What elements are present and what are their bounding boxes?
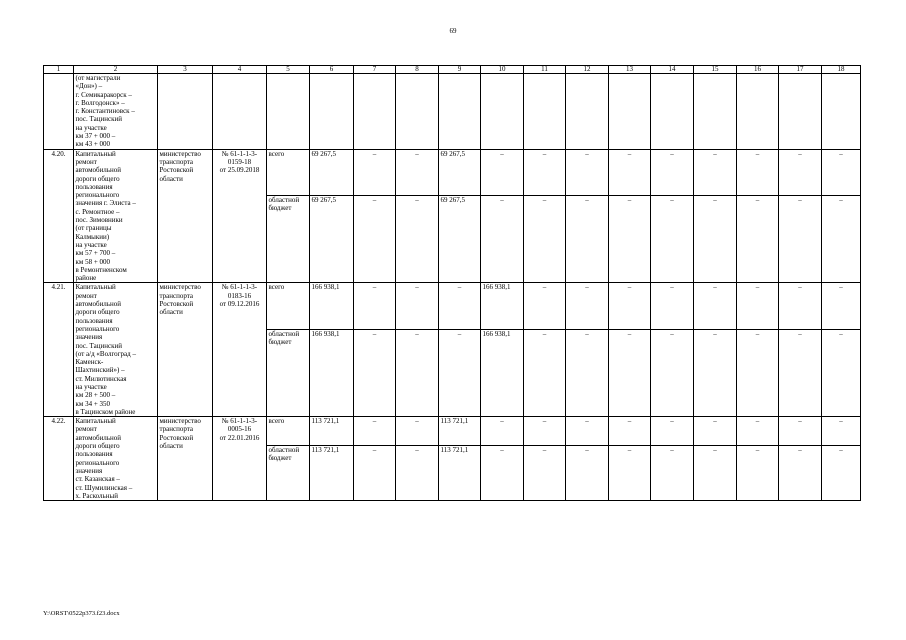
amount-cell: 69 267,5: [310, 195, 354, 283]
amount-cell: 113 721,1: [439, 417, 481, 446]
amount-cell: –: [609, 446, 651, 501]
description-line: пользования: [75, 450, 113, 459]
description-line: км 34 + 350: [75, 399, 111, 408]
column-number: 14: [651, 66, 694, 74]
amount-cell: –: [651, 446, 694, 501]
document-line: 0159-18: [227, 157, 252, 166]
funding-source-line: бюджет: [268, 337, 292, 346]
organization-line: Ростовской: [159, 300, 194, 309]
amount-cell: –: [779, 329, 822, 417]
amount-cell: –: [609, 329, 651, 417]
document-reference: [213, 283, 267, 417]
amount-cell: –: [354, 283, 396, 329]
amount-cell: 113 721,1: [310, 417, 354, 446]
description-line: значения: [75, 466, 103, 475]
description-line: автомобильной: [75, 166, 121, 175]
amount-cell: 69 267,5: [310, 149, 354, 195]
amount-cell: 166 938,1: [481, 283, 524, 329]
amount-cell: –: [651, 329, 694, 417]
description-line: Калмыкии): [75, 232, 110, 241]
amount-cell: –: [566, 149, 609, 195]
column-number: 15: [694, 66, 737, 74]
description-line: Капитальный: [75, 417, 116, 426]
amount-cell: –: [396, 329, 439, 417]
table-cell: [609, 74, 651, 150]
amount-cell: –: [779, 446, 822, 501]
document-line: от 09.12.2016: [219, 300, 260, 309]
amount-cell: –: [737, 329, 779, 417]
column-number: 11: [524, 66, 566, 74]
organization-line: транспорта: [159, 157, 194, 166]
description-line: Капитальный: [75, 283, 116, 292]
organization: [158, 417, 213, 501]
amount-cell: –: [439, 329, 481, 417]
organization-line: Ростовской: [159, 166, 194, 175]
amount-cell: –: [566, 417, 609, 446]
document-line: от 25.09.2018: [219, 166, 260, 175]
table-row: [44, 417, 861, 446]
description-line: пос. Зимовники: [75, 216, 123, 225]
description-line: пользования: [75, 182, 113, 191]
column-number: 7: [354, 66, 396, 74]
description-line: км 57 + 700 –: [75, 249, 116, 258]
description-line: значения г. Элиста –: [75, 199, 136, 208]
column-number: 13: [609, 66, 651, 74]
funding-source: [267, 329, 310, 417]
description-line: (от границы: [75, 224, 112, 233]
description-line: пользования: [75, 316, 113, 325]
document-line: 0183-16: [227, 291, 252, 300]
amount-cell: 69 267,5: [439, 195, 481, 283]
column-number: 5: [267, 66, 310, 74]
column-number: 3: [158, 66, 213, 74]
amount-cell: –: [609, 195, 651, 283]
amount-cell: –: [822, 283, 861, 329]
description-line: г. Волгодонск» –: [75, 98, 125, 107]
amount-cell: –: [822, 446, 861, 501]
amount-cell: –: [822, 329, 861, 417]
amount-cell: –: [694, 329, 737, 417]
description-line: ремонт: [75, 291, 97, 300]
description-line: х. Раскольный: [75, 491, 118, 500]
amount-cell: –: [481, 417, 524, 446]
page-number: 69: [449, 27, 457, 35]
description-line: «Дон») –: [75, 82, 103, 91]
document-line: 0005-16: [227, 425, 252, 434]
table-cell: [524, 74, 566, 150]
amount-cell: –: [822, 149, 861, 195]
table-cell: [310, 74, 354, 150]
description-line: ст. Казанская –: [75, 475, 120, 484]
table-cell: [158, 74, 213, 150]
description-line: ремонт: [75, 425, 97, 434]
amount-cell: –: [439, 283, 481, 329]
organization-line: министерство: [159, 283, 201, 292]
table-cell: [44, 74, 74, 150]
description-line: км 58 + 000: [75, 257, 111, 266]
column-number: 6: [310, 66, 354, 74]
row-number: 4.20.: [44, 149, 74, 283]
table-row: [44, 149, 861, 195]
file-path-footer: Y:\ORST\0522p373.f23.docx: [43, 610, 120, 617]
column-number: 9: [439, 66, 481, 74]
amount-cell: –: [396, 149, 439, 195]
table-row: [44, 283, 861, 329]
amount-cell: –: [737, 446, 779, 501]
description-line: г. Константиновск –: [75, 107, 135, 116]
amount-cell: –: [396, 417, 439, 446]
table-cell: [694, 74, 737, 150]
amount-cell: –: [779, 149, 822, 195]
funding-source: всего: [267, 149, 310, 195]
amount-cell: 166 938,1: [310, 283, 354, 329]
description-line: Шахтинский») –: [75, 366, 125, 375]
document-line: № 61-1-1-3-: [221, 417, 258, 426]
funding-source-line: областной: [268, 195, 300, 204]
column-number: 10: [481, 66, 524, 74]
description-line: км 37 + 000 –: [75, 132, 116, 141]
amount-cell: –: [354, 195, 396, 283]
object-description: [74, 283, 158, 417]
amount-cell: –: [651, 195, 694, 283]
continuation-row: [44, 74, 861, 150]
description-line: с. Ремонтное –: [75, 207, 120, 216]
description-line: регионального: [75, 324, 120, 333]
document-reference: [213, 149, 267, 283]
description-line: на участке: [75, 382, 107, 391]
amount-cell: –: [822, 195, 861, 283]
amount-cell: –: [354, 417, 396, 446]
description-line: дороги общего: [75, 174, 120, 183]
description-line: значения: [75, 333, 103, 342]
column-number: 4: [213, 66, 267, 74]
organization-line: транспорта: [159, 425, 194, 434]
description-line: районе: [75, 274, 97, 283]
amount-cell: –: [737, 149, 779, 195]
amount-cell: –: [566, 195, 609, 283]
description-line: (от магистрали: [75, 74, 121, 82]
description-line: регионального: [75, 458, 120, 467]
table-cell: [737, 74, 779, 150]
description-line: (от а/д «Волгоград –: [75, 349, 136, 358]
amount-cell: –: [694, 417, 737, 446]
funding-source-line: бюджет: [268, 454, 292, 463]
column-number: 2: [74, 66, 158, 74]
description-line: ремонт: [75, 157, 97, 166]
description-line: автомобильной: [75, 433, 121, 442]
description-line: Капитальный: [75, 149, 116, 158]
amount-cell: 166 938,1: [310, 329, 354, 417]
description-line: пос. Тацинский: [75, 341, 122, 350]
amount-cell: –: [354, 149, 396, 195]
organization-line: Ростовской: [159, 433, 194, 442]
amount-cell: –: [609, 417, 651, 446]
table-cell: [779, 74, 822, 150]
description-line: ст. Шумилинская –: [75, 483, 133, 492]
organization-line: министерство: [159, 149, 201, 158]
description-line: км 43 + 000: [75, 140, 111, 149]
table-body: [44, 66, 861, 501]
description-line: пос. Тацинский: [75, 115, 122, 124]
table-cell: [267, 74, 310, 150]
document-line: № 61-1-1-3-: [221, 149, 258, 158]
amount-cell: 113 721,1: [310, 446, 354, 501]
organization-line: транспорта: [159, 291, 194, 300]
amount-cell: –: [524, 283, 566, 329]
funding-source: всего: [267, 283, 310, 329]
description-line: ст. Милютинская: [75, 374, 127, 383]
amount-cell: –: [694, 283, 737, 329]
amount-cell: –: [737, 417, 779, 446]
organization-line: области: [159, 308, 183, 317]
table-cell: [566, 74, 609, 150]
amount-cell: –: [822, 417, 861, 446]
amount-cell: –: [651, 149, 694, 195]
description-line: г. Семикаракорск –: [75, 90, 132, 99]
amount-cell: –: [481, 446, 524, 501]
description-line: дороги общего: [75, 442, 120, 451]
organization-line: области: [159, 442, 183, 451]
document-line: № 61-1-1-3-: [221, 283, 258, 292]
funding-source-line: бюджет: [268, 204, 292, 213]
organization: [158, 149, 213, 283]
amount-cell: –: [524, 195, 566, 283]
document-line: от 22.01.2016: [219, 433, 260, 442]
amount-cell: –: [524, 446, 566, 501]
column-number-row: [44, 66, 861, 74]
funding-source: [267, 195, 310, 283]
amount-cell: –: [651, 417, 694, 446]
funding-source-line: областной: [268, 446, 300, 455]
column-number: 16: [737, 66, 779, 74]
funding-source: всего: [267, 417, 310, 446]
table-cell: [74, 74, 158, 150]
row-number: 4.22.: [44, 417, 74, 501]
document-reference: [213, 417, 267, 501]
amount-cell: –: [779, 417, 822, 446]
amount-cell: –: [609, 283, 651, 329]
amount-cell: –: [354, 446, 396, 501]
amount-cell: 69 267,5: [439, 149, 481, 195]
table-cell: [213, 74, 267, 150]
amount-cell: –: [651, 283, 694, 329]
amount-cell: 113 721,1: [439, 446, 481, 501]
amount-cell: –: [481, 195, 524, 283]
amount-cell: 166 938,1: [481, 329, 524, 417]
amount-cell: –: [737, 283, 779, 329]
table-cell: [822, 74, 861, 150]
column-number: 1: [44, 66, 74, 74]
funding-source-line: областной: [268, 329, 300, 338]
amount-cell: –: [609, 149, 651, 195]
description-line: Каменск-: [75, 358, 104, 367]
row-number: 4.21.: [44, 283, 74, 417]
description-line: в Тацинском районе: [75, 407, 136, 416]
column-number: 8: [396, 66, 439, 74]
budget-table: [43, 65, 861, 501]
description-line: дороги общего: [75, 308, 120, 317]
amount-cell: –: [524, 417, 566, 446]
funding-source: [267, 446, 310, 501]
amount-cell: –: [524, 329, 566, 417]
table-cell: [651, 74, 694, 150]
amount-cell: –: [481, 149, 524, 195]
table-cell: [439, 74, 481, 150]
column-number: 17: [779, 66, 822, 74]
organization-line: министерство: [159, 417, 201, 426]
amount-cell: –: [694, 195, 737, 283]
table-cell: [481, 74, 524, 150]
description-line: регионального: [75, 191, 120, 200]
object-description: [74, 417, 158, 501]
column-number: 12: [566, 66, 609, 74]
amount-cell: –: [396, 283, 439, 329]
description-line: автомобильной: [75, 300, 121, 309]
amount-cell: –: [694, 149, 737, 195]
amount-cell: –: [566, 329, 609, 417]
amount-cell: –: [779, 195, 822, 283]
column-number: 18: [822, 66, 861, 74]
table-cell: [354, 74, 396, 150]
object-description: [74, 149, 158, 283]
description-line: км 28 + 500 –: [75, 391, 116, 400]
amount-cell: –: [779, 283, 822, 329]
amount-cell: –: [396, 195, 439, 283]
description-line: на участке: [75, 240, 107, 249]
description-line: в Ремонтненском: [75, 265, 127, 274]
amount-cell: –: [694, 446, 737, 501]
amount-cell: –: [354, 329, 396, 417]
table-cell: [396, 74, 439, 150]
organization: [158, 283, 213, 417]
amount-cell: –: [524, 149, 566, 195]
description-line: на участке: [75, 123, 107, 132]
amount-cell: –: [396, 446, 439, 501]
organization-line: области: [159, 174, 183, 183]
amount-cell: –: [566, 446, 609, 501]
amount-cell: –: [566, 283, 609, 329]
amount-cell: –: [737, 195, 779, 283]
